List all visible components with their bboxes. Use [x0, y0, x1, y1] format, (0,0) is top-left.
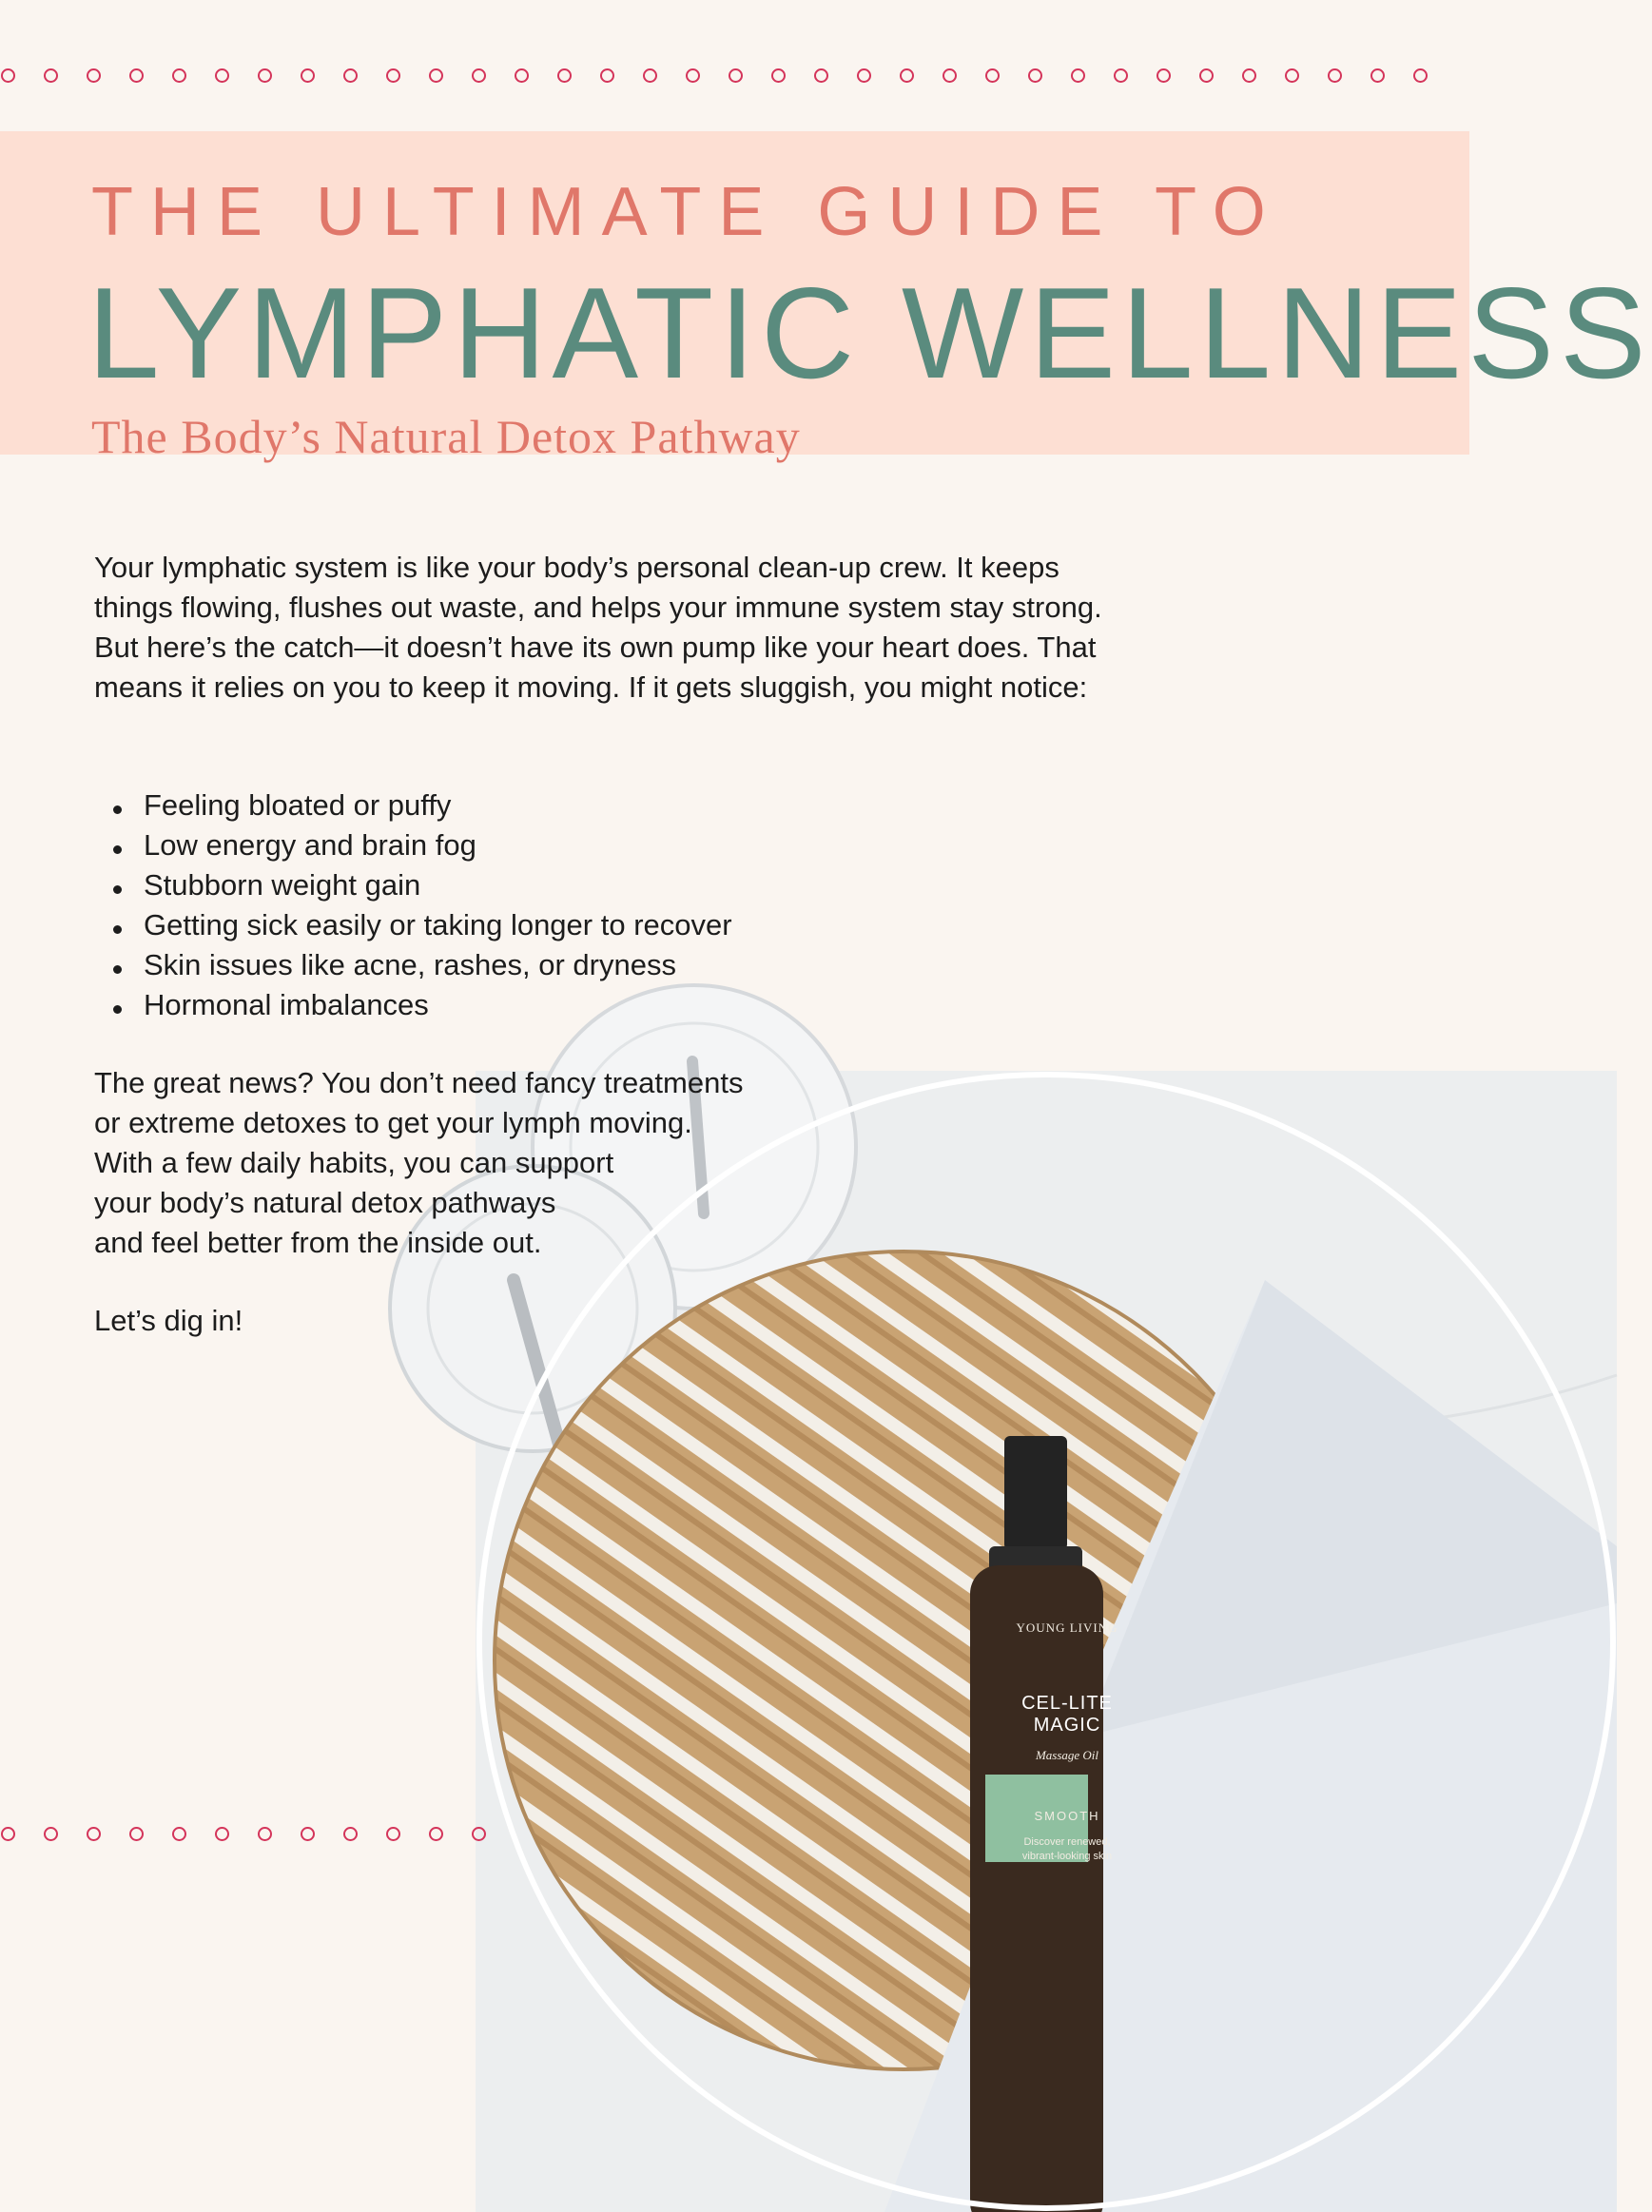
border-dot — [857, 68, 871, 83]
bottle-brand: YOUNG LIVING — [1016, 1620, 1118, 1635]
bottom-dot-border — [1, 1827, 515, 1841]
border-dot — [301, 68, 315, 83]
symptom-list — [94, 786, 732, 1025]
border-dot — [1199, 68, 1214, 83]
border-dot — [386, 1827, 400, 1841]
border-dot — [87, 68, 101, 83]
border-dot — [1, 1827, 15, 1841]
border-dot — [429, 1827, 443, 1841]
border-dot — [44, 1827, 58, 1841]
border-dot — [985, 68, 1000, 83]
border-dot — [900, 68, 914, 83]
bottle-product-type: Massage Oil — [1035, 1748, 1099, 1762]
border-dot — [215, 68, 229, 83]
page-title: LYMPHATIC WELLNESS — [87, 261, 1652, 405]
border-dot — [215, 1827, 229, 1841]
border-dot — [87, 1827, 101, 1841]
border-dot — [129, 68, 144, 83]
good-news-line: and feel better from the inside out. — [94, 1226, 542, 1259]
bottle-tagline — [997, 1835, 1137, 1864]
border-dot — [515, 68, 529, 83]
border-dot — [943, 68, 957, 83]
border-dot — [1285, 68, 1299, 83]
border-dot — [1071, 68, 1085, 83]
closing-line: Let’s dig in! — [94, 1304, 243, 1337]
border-dot — [301, 1827, 315, 1841]
border-dot — [258, 68, 272, 83]
border-dot — [429, 68, 443, 83]
border-dot — [343, 1827, 358, 1841]
border-dot — [258, 1827, 272, 1841]
border-dot — [1, 68, 15, 83]
page-subtitle: The Body’s Natural Detox Pathway — [91, 410, 801, 463]
border-dot — [1156, 68, 1171, 83]
border-dot — [1028, 68, 1042, 83]
symptom-item: Feeling bloated or puffy — [94, 786, 732, 825]
border-dot — [472, 68, 486, 83]
border-dot — [44, 68, 58, 83]
border-dot — [1242, 68, 1256, 83]
good-news-line: your body’s natural detox pathways — [94, 1186, 556, 1219]
border-dot — [343, 68, 358, 83]
border-dot — [814, 68, 828, 83]
border-dot — [729, 68, 743, 83]
border-dot — [643, 68, 657, 83]
symptom-item: Getting sick easily or taking longer to recover — [94, 905, 732, 945]
border-dot — [472, 1827, 486, 1841]
border-dot — [172, 68, 186, 83]
good-news-paragraph — [94, 1063, 855, 1263]
border-dot — [771, 68, 786, 83]
symptom-item: Low energy and brain fog — [94, 825, 732, 865]
intro-paragraph: Your lymphatic system is like your body’s personal clean-up crew. It keeps things flowing, flushes out waste, and helps your immune system stay strong. But here’s the catch—it doesn’t have its own pump like your heart does. That means it relies on you to keep it moving. If it gets sluggish, you might notice: — [94, 551, 1102, 704]
border-dot — [129, 1827, 144, 1841]
bottle-tagline-line: vibrant-looking skin — [1021, 1851, 1113, 1862]
border-dot — [686, 68, 700, 83]
good-news-line: The great news? You don’t need fancy treatments — [94, 1066, 744, 1099]
symptom-item: Skin issues like acne, rashes, or dryness — [94, 945, 732, 985]
border-dot — [386, 68, 400, 83]
border-dot — [172, 1827, 186, 1841]
bottle-variant: SMOOTH — [1034, 1809, 1100, 1823]
symptom-item: Hormonal imbalances — [94, 985, 732, 1025]
good-news-line: or extreme detoxes to get your lymph moving. — [94, 1106, 692, 1139]
border-dot — [1114, 68, 1128, 83]
guide-kicker: THE ULTIMATE GUIDE TO — [91, 174, 1283, 250]
bottle-tagline-line: Discover renewed, — [1023, 1836, 1111, 1848]
border-dot — [1328, 68, 1342, 83]
top-dot-border — [1, 68, 1470, 83]
border-dot — [600, 68, 614, 83]
border-dot — [1370, 68, 1385, 83]
border-dot — [557, 68, 572, 83]
bottle-product-name: CEL-LITE MAGIC — [1021, 1693, 1113, 1736]
symptom-item: Stubborn weight gain — [94, 865, 732, 905]
good-news-line: With a few daily habits, you can support — [94, 1146, 614, 1179]
border-dot — [1413, 68, 1428, 83]
